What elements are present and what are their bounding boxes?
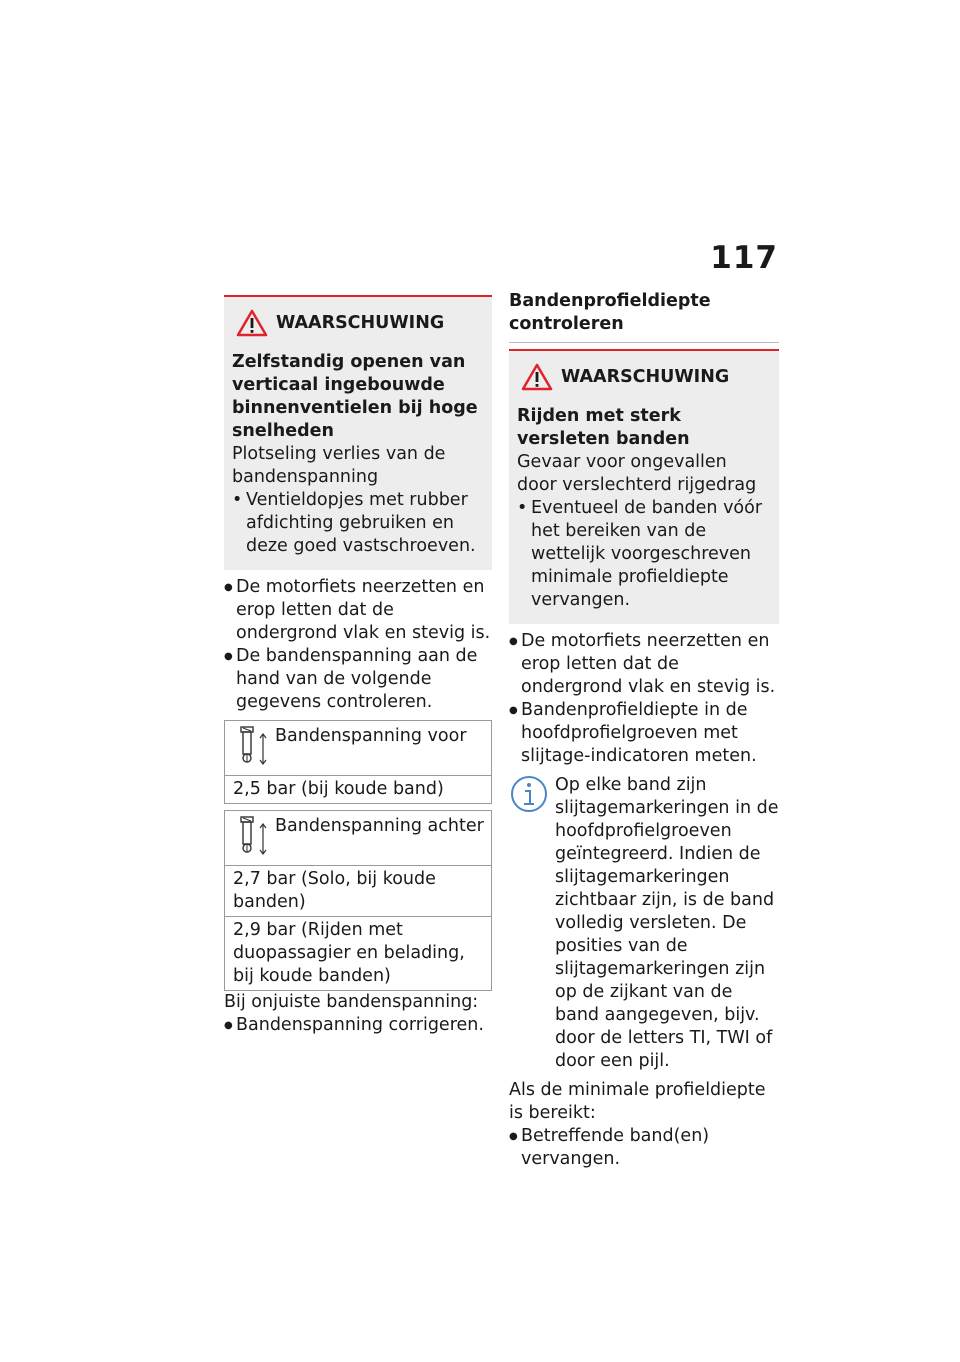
after-text: Bij onjuiste bandenspanning:	[224, 992, 479, 1012]
step-item: ● Bandenspanning corrigeren.	[224, 1014, 492, 1037]
warning-box	[224, 295, 492, 570]
min-depth-text: Als de minimale profieldiepte is bereikt:	[509, 1080, 766, 1123]
spec-value: 2,9 bar (Rijden met duopassagier en belading, bij koude banden)	[224, 917, 492, 991]
warning-text: Gevaar voor ongevallen door verslechterd rijgedrag	[517, 452, 757, 495]
warning-triangle-icon	[236, 309, 268, 337]
info-icon	[509, 774, 551, 1073]
spec-value: 2,5 bar (bij koude band)	[224, 776, 492, 804]
page-number: 117	[710, 240, 778, 276]
spec-table-rear	[224, 810, 492, 991]
step-item: ● De motorfiets neerzetten en erop letten dat de ondergrond vlak en stevig is.	[224, 576, 492, 645]
after-step-list	[224, 1014, 492, 1037]
spec-header	[224, 720, 492, 776]
warning-box	[509, 349, 779, 624]
info-text: Op elke band zijn slijtagemarkeringen in de hoofdprofielgroeven geïntegreerd. Indien de slijtagemarkeringen zichtbaar zijn, is de band volledig versleten. De posities van de slijtagemarkeringen zijn op de zijkant van de band aangegeven, bijv. door de letters TI, TWI of door een pijl.	[555, 775, 779, 1071]
warning-triangle-icon	[521, 363, 553, 391]
step-item: ● Betreffende band(en) vervangen.	[509, 1125, 779, 1171]
warning-label: WAARSCHUWING	[561, 366, 730, 387]
spec-header	[224, 810, 492, 866]
final-step-list	[509, 1125, 779, 1171]
step-list	[509, 630, 779, 768]
warning-title: Rijden met sterk versleten banden	[517, 406, 690, 449]
spec-label: Bandenspanning voor	[275, 726, 467, 746]
section-heading: Bandenprofieldiepte controleren	[509, 290, 779, 343]
spec-table-front	[224, 720, 492, 804]
warning-header	[517, 363, 769, 391]
warning-list	[517, 497, 769, 612]
tire-pressure-rear-icon	[235, 815, 275, 859]
left-column	[224, 295, 492, 1037]
spec-value: 2,7 bar (Solo, bij koude banden)	[224, 866, 492, 917]
step-list	[224, 576, 492, 714]
warning-title: Zelfstandig openen van verticaal ingebouwde binnenventielen bij hoge snelheden	[232, 352, 478, 441]
info-note	[509, 774, 779, 1073]
warning-list	[232, 489, 482, 558]
warning-list-item: • Ventieldopjes met rubber afdichting gebruiken en deze goed vastschroeven.	[232, 489, 482, 558]
step-item: ● De motorfiets neerzetten en erop letten dat de ondergrond vlak en stevig is.	[509, 630, 779, 699]
spec-label: Bandenspanning achter	[275, 816, 484, 836]
step-item: ● De bandenspanning aan de hand van de volgende gegevens controleren.	[224, 645, 492, 714]
warning-text: Plotseling verlies van de bandenspanning	[232, 444, 446, 487]
warning-label: WAARSCHUWING	[276, 312, 445, 333]
step-item: ● Bandenprofieldiepte in de hoofdprofielgroeven met slijtage-indicatoren meten.	[509, 699, 779, 768]
right-column	[509, 290, 779, 1171]
warning-header	[232, 309, 482, 337]
tire-pressure-front-icon	[235, 725, 275, 769]
warning-list-item: • Eventueel de banden vóór het bereiken van de wettelijk voorgeschreven minimale profieldiepte vervangen.	[517, 497, 769, 612]
